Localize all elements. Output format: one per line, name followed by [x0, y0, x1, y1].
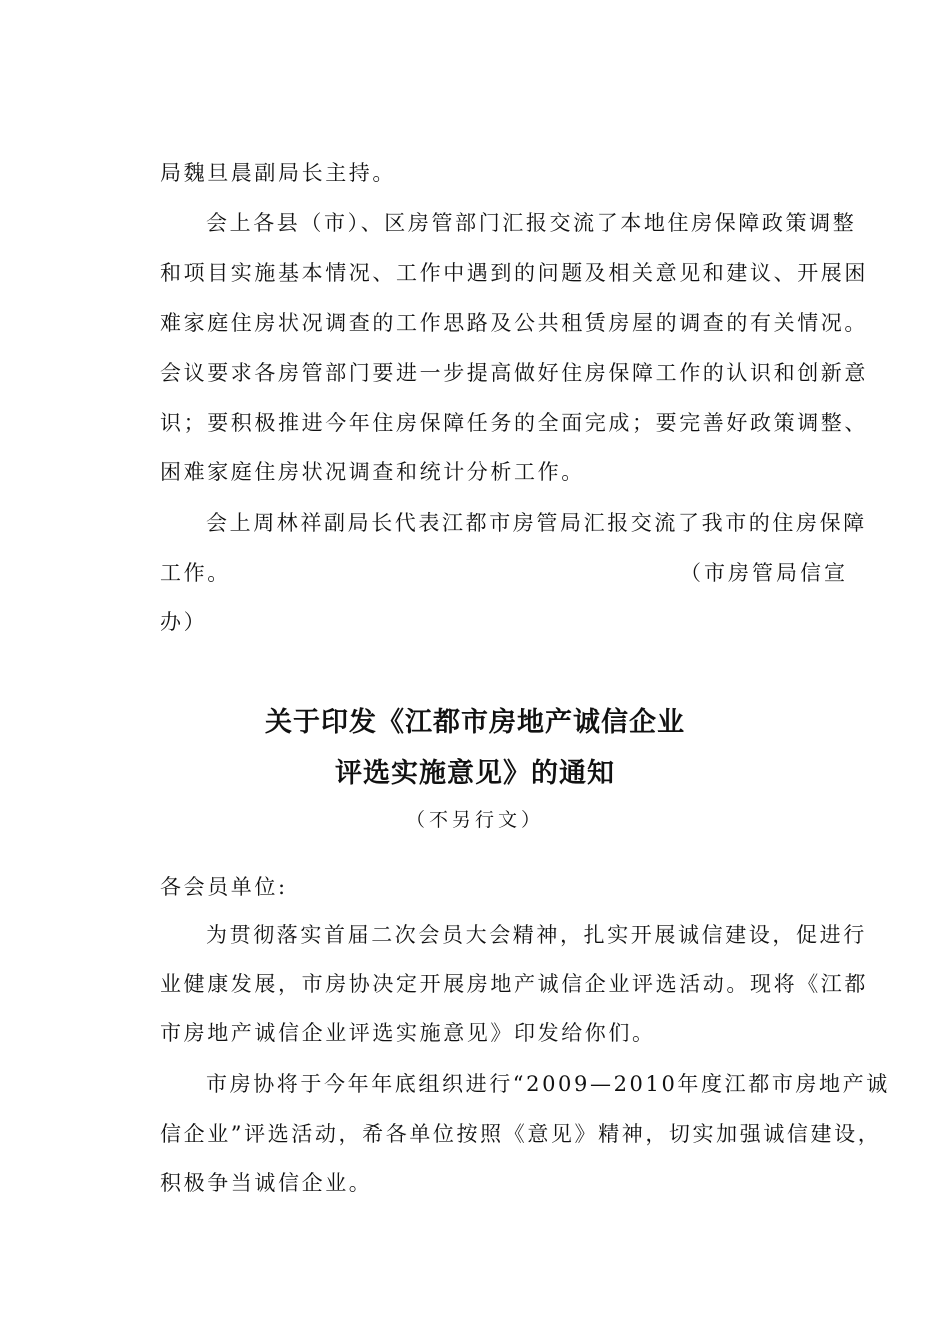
notice-title-line-1: 关于印发《江都市房地产诚信企业	[265, 707, 685, 738]
notice-line-1: 为贯彻落实首届二次会员大会精神，扎实开展诚信建设，促进行	[206, 923, 867, 947]
report-source-note: （市房管局信宣	[680, 561, 848, 585]
notice-subtitle: （不另行文）	[405, 809, 544, 831]
report-line-9: 工作。	[160, 561, 231, 585]
report-line-5: 会议要求各房管部门要进一步提高做好住房保障工作的认识和创新意	[160, 361, 868, 385]
notice-salutation: 各会员单位:	[160, 875, 288, 899]
report-line-1: 局魏旦晨副局长主持。	[160, 161, 396, 185]
report-line-8: 会上周林祥副局长代表江都市房管局汇报交流了我市的住房保障	[206, 511, 867, 535]
notice-line-6: 积极争当诚信企业。	[160, 1171, 373, 1195]
notice-line-5: 信企业”评选活动，希各单位按照《意见》精神，切实加强诚信建设，	[160, 1122, 882, 1146]
report-line-3: 和项目实施基本情况、工作中遇到的问题及相关意见和建议、开展困	[160, 261, 868, 285]
notice-line-3: 市房地产诚信企业评选实施意见》印发给你们。	[160, 1021, 656, 1045]
report-line-10: 办）	[160, 610, 208, 634]
report-line-4: 难家庭住房状况调查的工作思路及公共租赁房屋的调查的有关情况。	[160, 311, 868, 335]
report-line-7: 困难家庭住房状况调查和统计分析工作。	[160, 460, 585, 484]
notice-line-4: 市房协将于今年年底组织进行“2009—2010年度江都市房地产诚	[206, 1072, 890, 1096]
notice-title-line-2: 评选实施意见》的通知	[335, 758, 615, 789]
report-line-6: 识；要积极推进今年住房保障任务的全面完成；要完善好政策调整、	[160, 411, 868, 435]
notice-line-2: 业健康发展，市房协决定开展房地产诚信企业评选活动。现将《江都	[160, 972, 868, 996]
report-line-2: 会上各县（市）、区房管部门汇报交流了本地住房保障政策调整	[206, 211, 857, 235]
